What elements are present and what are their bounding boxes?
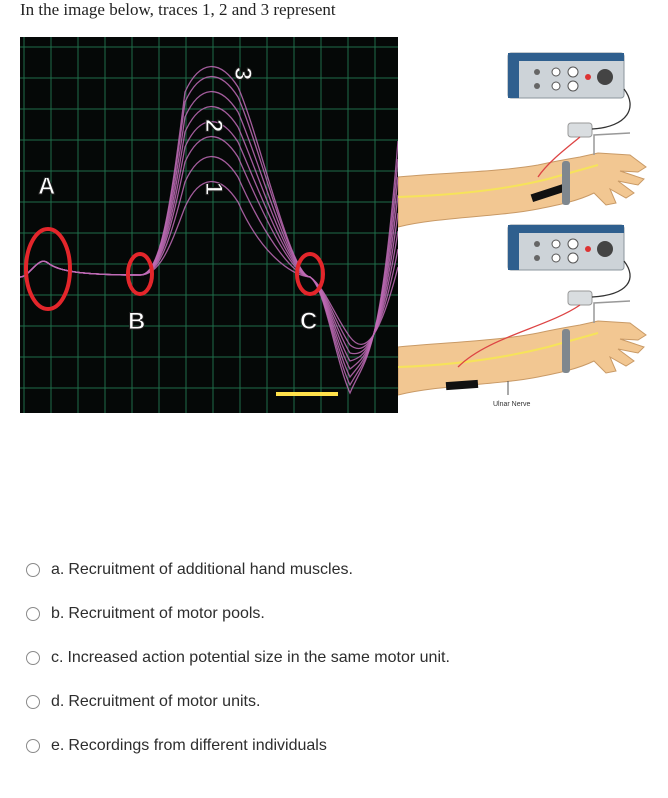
option-d[interactable]	[26, 680, 450, 724]
option-letter: e.	[51, 737, 65, 754]
option-text: Recordings from different individuals	[68, 737, 327, 754]
option-letter: d.	[51, 693, 65, 710]
option-text: Recruitment of motor pools.	[68, 605, 265, 622]
stimulator-device-top	[508, 53, 624, 98]
question-text: In the image below, traces 1, 2 and 3 represent	[20, 0, 336, 19]
answer-options	[26, 548, 450, 768]
arm-stimulation-illustration	[398, 37, 658, 413]
radio-button[interactable]	[26, 739, 40, 753]
label-b: B	[128, 308, 146, 335]
radio-button[interactable]	[26, 695, 40, 709]
trace-label-1: 1	[200, 182, 227, 196]
trace-label-2: 2	[200, 119, 227, 133]
radio-button[interactable]	[26, 607, 40, 621]
option-letter: c.	[51, 649, 64, 666]
option-letter: b.	[51, 605, 65, 622]
option-text: Increased action potential size in the same motor unit.	[67, 649, 450, 666]
emg-trace-figure	[20, 37, 398, 413]
option-e[interactable]	[26, 724, 450, 768]
trace-label-3: 3	[229, 67, 256, 81]
option-text: Recruitment of additional hand muscles.	[68, 561, 353, 578]
oscilloscope-display	[20, 37, 398, 413]
stimulator-device-bottom	[508, 225, 624, 270]
radio-button[interactable]	[26, 563, 40, 577]
option-b[interactable]	[26, 592, 450, 636]
ulnar-nerve-label: Ulnar Nerve	[493, 401, 531, 408]
option-a[interactable]	[26, 548, 450, 592]
scale-bar	[276, 392, 338, 396]
option-letter: a.	[51, 561, 65, 578]
label-c: C	[300, 308, 318, 335]
option-text: Recruitment of motor units.	[68, 693, 261, 710]
label-a: A	[38, 173, 56, 200]
option-c[interactable]	[26, 636, 450, 680]
arm-top	[398, 89, 646, 227]
arm-bottom	[398, 261, 646, 395]
radio-button[interactable]	[26, 651, 40, 665]
